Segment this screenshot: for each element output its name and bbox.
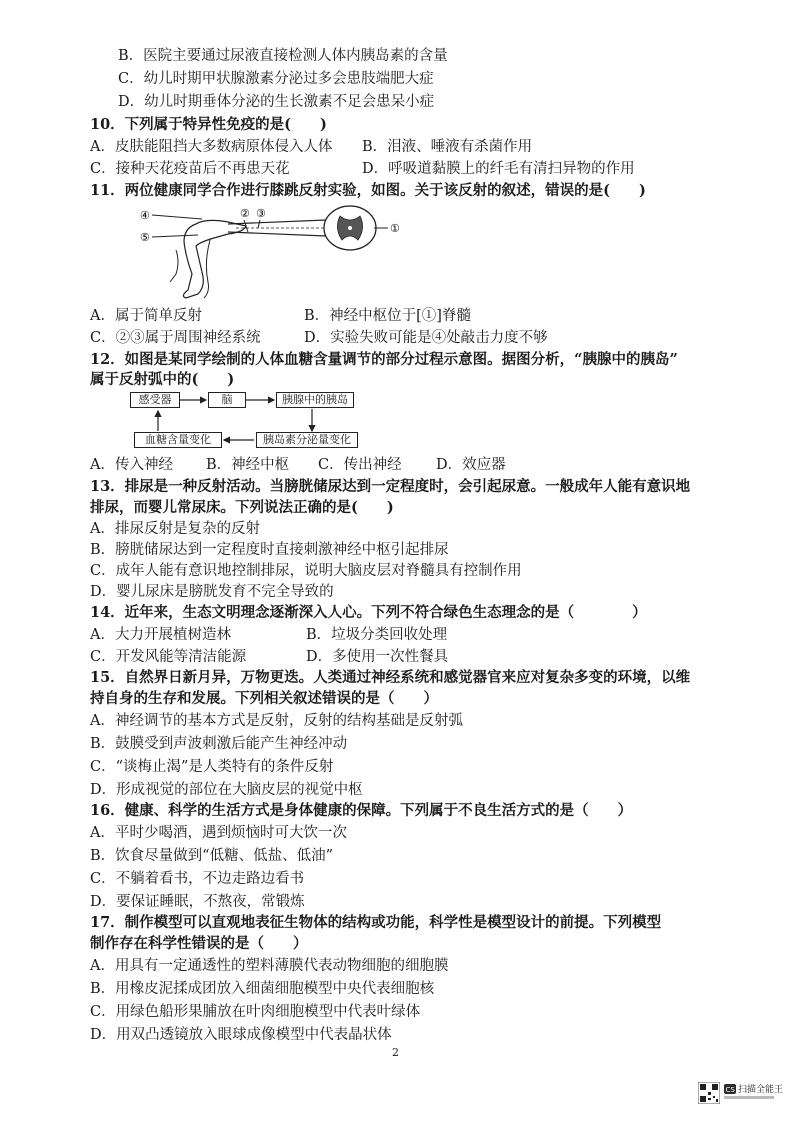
q9-option-c: C．幼儿时期甲状腺激素分泌过多会患肢端肥大症: [118, 71, 434, 87]
q13-option-d: D．婴儿尿床是膀胱发育不完全导致的: [90, 584, 334, 600]
q11-option-b: B．神经中枢位于[①]脊髓: [304, 308, 471, 324]
q17-option-a: A．用具有一定通透性的塑料薄膜代表动物细胞的细胞膜: [90, 958, 449, 974]
q16-option-a: A．平时少喝酒，遇到烦恼时可大饮一次: [90, 825, 347, 841]
q15-stem-line2: 持自身的生存和发展。下列相关叙述错误的是（ ）: [90, 690, 438, 707]
qr-code-icon: [698, 1082, 720, 1104]
q12-option-c: C．传出神经: [318, 457, 402, 473]
q16-option-c: C．不躺着看书，不边走路边看书: [90, 871, 305, 887]
q11-stem: 11．两位健康同学合作进行膝跳反射实验，如图。关于该反射的叙述，错误的是( ): [90, 182, 646, 199]
knee-jerk-reflex-diagram: [136, 202, 416, 302]
q11-option-a: A．属于简单反射: [90, 308, 202, 324]
q12-stem-line2: 属于反射弧中的( ): [90, 371, 235, 388]
q16-option-d: D．要保证睡眠，不熬夜，常锻炼: [90, 894, 305, 910]
q15-option-c: C．“谈梅止渴”是人类特有的条件反射: [90, 759, 334, 775]
q14-option-a: A．大力开展植树造林: [90, 627, 231, 643]
q14-option-b: B．垃圾分类回收处理: [306, 627, 448, 643]
q16-option-b: B．饮食尽量做到“低糖、低盐、低油”: [90, 848, 333, 864]
q12-option-d: D．效应器: [436, 457, 506, 473]
q10-option-c: C．接种天花疫苗后不再患天花: [90, 161, 290, 177]
page-number: 2: [392, 1046, 399, 1059]
q17-stem-line2: 制作存在科学性错误的是（ ）: [90, 935, 308, 952]
q11-option-c: C．②③属于周围神经系统: [90, 330, 261, 346]
box-receptor: 感受器: [130, 392, 180, 408]
q13-option-b: B．膀胱储尿达到一定程度时直接刺激神经中枢引起排尿: [90, 542, 449, 558]
box-blood-sugar-change: 血糖含量变化: [134, 432, 222, 448]
q12-option-b: B．神经中枢: [206, 457, 290, 473]
q13-stem-line1: 13．排尿是一种反射活动。当膀胱储尿达到一定程度时，会引起尿意。一般成年人能有意识地: [90, 478, 691, 495]
q10-stem: 10．下列属于特异性免疫的是( ): [90, 116, 327, 133]
q13-option-a: A．排尿反射是复杂的反射: [90, 521, 260, 537]
q15-option-a: A．神经调节的基本方式是反射，反射的结构基础是反射弧: [90, 713, 463, 729]
camscanner-logo-icon: [724, 1084, 736, 1094]
q17-stem-line1: 17．制作模型可以直观地表征生物体的结构或功能，科学性是模型设计的前提。下列模型: [90, 914, 662, 931]
scanner-watermark: [698, 1082, 784, 1108]
scanner-label: 扫描全能王: [738, 1085, 784, 1095]
box-insulin-change: 胰岛素分泌量变化: [256, 432, 358, 448]
q12-option-a: A．传入神经: [90, 457, 173, 473]
blood-sugar-flow-diagram: [128, 389, 368, 453]
q16-stem: 16．健康、科学的生活方式是身体健康的保障。下列属于不良生活方式的是（ ）: [90, 802, 633, 819]
q12-stem-line1: 12．如图是某同学绘制的人体血糖含量调节的部分过程示意图。据图分析，“胰腺中的胰岛”: [90, 351, 678, 368]
scanner-subline: [724, 1096, 774, 1099]
q15-stem-line1: 15．自然界日新月异，万物更迭。人类通过神经系统和感觉器官来应对复杂多变的环境，以维: [90, 669, 691, 686]
q9-option-d: D．幼儿时期垂体分泌的生长激素不足会患呆小症: [118, 94, 435, 110]
q14-option-d: D．多使用一次性餐具: [306, 649, 449, 665]
label-2: ②: [240, 207, 250, 220]
q11-option-d: D．实验失败可能是④处敲击力度不够: [304, 330, 548, 346]
q10-option-d: D．呼吸道黏膜上的纤毛有清扫异物的作用: [362, 161, 635, 177]
q13-option-c: C．成年人能有意识地控制排尿，说明大脑皮层对脊髓具有控制作用: [90, 563, 522, 579]
q14-stem: 14．近年来，生态文明理念逐渐深入人心。下列不符合绿色生态理念的是（ ）: [90, 604, 647, 621]
q17-option-d: D．用双凸透镜放入眼球成像模型中代表晶状体: [90, 1027, 392, 1043]
q13-stem-line2: 排尿，而婴儿常尿床。下列说法正确的是( ): [90, 499, 394, 516]
q17-option-c: C．用绿色船形果脯放在叶肉细胞模型中代表叶绿体: [90, 1004, 421, 1020]
label-4: ④: [140, 209, 150, 222]
box-brain: 脑: [208, 392, 246, 408]
svg-text:CS: CS: [725, 1086, 735, 1094]
q14-option-c: C．开发风能等清洁能源: [90, 649, 247, 665]
q15-option-b: B．鼓膜受到声波刺激后能产生神经冲动: [90, 736, 348, 752]
box-pancreas-islet: 胰腺中的胰岛: [276, 392, 354, 408]
label-5: ⑤: [140, 231, 150, 244]
q17-option-b: B．用橡皮泥揉成团放入细菌细胞模型中央代表细胞核: [90, 981, 435, 997]
q15-option-d: D．形成视觉的部位在大脑皮层的视觉中枢: [90, 782, 363, 798]
label-3: ③: [256, 207, 266, 220]
q10-option-a: A．皮肤能阻挡大多数病原体侵入人体: [90, 139, 333, 155]
q10-option-b: B．泪液、唾液有杀菌作用: [362, 139, 533, 155]
q9-option-b: B．医院主要通过尿液直接检测人体内胰岛素的含量: [118, 48, 448, 64]
label-1: ①: [390, 222, 400, 235]
